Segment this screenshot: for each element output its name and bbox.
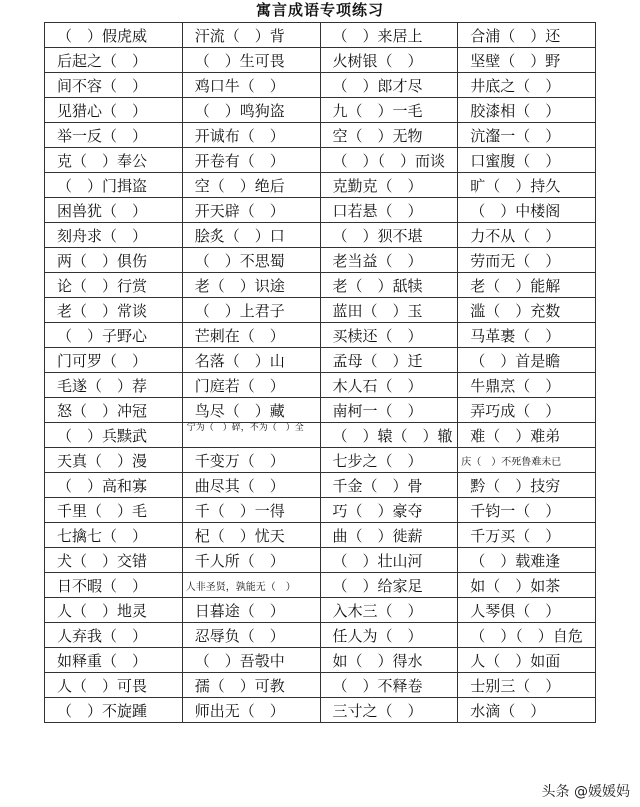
idiom-cell: （ ）中楼阁 (458, 198, 596, 223)
idiom-cell: 马革裹（ ） (458, 323, 596, 348)
idiom-cell: 曲尽其（ ） (182, 473, 320, 498)
table-row (45, 348, 596, 373)
idiom-cell: 老当益（ ） (320, 248, 458, 273)
idiom-cell: （ ）（ ）而谈 (320, 148, 458, 173)
idiom-cell: 口蜜腹（ ） (458, 148, 596, 173)
idiom-cell: （ ）兵黩武 (45, 423, 183, 448)
idiom-cell: （ ）首是瞻 (458, 348, 596, 373)
idiom-cell: 空（ ）无物 (320, 123, 458, 148)
idiom-cell: 师出无（ ） (182, 698, 320, 723)
idiom-cell: 水滴（ ） (458, 698, 596, 723)
idiom-cell: 老（ ）识途 (182, 273, 320, 298)
idiom-table (44, 22, 596, 723)
idiom-cell: 劳而无（ ） (458, 248, 596, 273)
table-row (45, 648, 596, 673)
idiom-cell: 门可罗（ ） (45, 348, 183, 373)
idiom-cell: 人（ ）地灵 (45, 598, 183, 623)
idiom-cell: 入木三（ ） (320, 598, 458, 623)
table-row (45, 698, 596, 723)
table-row (45, 448, 596, 473)
table-row (45, 173, 596, 198)
idiom-cell: 脍炙（ ）口 (182, 223, 320, 248)
idiom-cell: 买椟还（ ） (320, 323, 458, 348)
idiom-cell: 汗流（ ）背 (182, 23, 320, 48)
idiom-cell: 旷（ ）持久 (458, 173, 596, 198)
idiom-cell: 三寸之（ ） (320, 698, 458, 723)
idiom-cell: 千钧一（ ） (458, 498, 596, 523)
idiom-cell: （ ）壮山河 (320, 548, 458, 573)
idiom-cell: 门庭若（ ） (182, 373, 320, 398)
idiom-cell: 人（ ）如面 (458, 648, 596, 673)
idiom-cell: 困兽犹（ ） (45, 198, 183, 223)
idiom-cell: 坚壁（ ）野 (458, 48, 596, 73)
idiom-cell: 千万买（ ） (458, 523, 596, 548)
idiom-cell: 士别三（ ） (458, 673, 596, 698)
idiom-cell: 芒刺在（ ） (182, 323, 320, 348)
idiom-cell: 人琴俱（ ） (458, 598, 596, 623)
idiom-cell: 沆瀣一（ ） (458, 123, 596, 148)
idiom-cell: 人弃我（ ） (45, 623, 183, 648)
table-row (45, 223, 596, 248)
table-row (45, 398, 596, 423)
idiom-cell: （ ）吾彀中 (182, 648, 320, 673)
idiom-cell: （ ）（ ）自危 (458, 623, 596, 648)
idiom-cell: （ ）辕（ ）辙 (320, 423, 458, 448)
idiom-cell: （ ）不旋踵 (45, 698, 183, 723)
idiom-cell: 鸡口牛（ ） (182, 73, 320, 98)
idiom-cell: 鸟尽（ ）藏 (182, 398, 320, 423)
idiom-cell: 七擒七（ ） (45, 523, 183, 548)
idiom-cell: 千人所（ ） (182, 548, 320, 573)
idiom-cell: 难（ ）难弟 (458, 423, 596, 448)
table-row (45, 273, 596, 298)
idiom-cell: 克（ ）奉公 (45, 148, 183, 173)
idiom-cell: 任人为（ ） (320, 623, 458, 648)
table-row (45, 48, 596, 73)
idiom-cell: 宁为（ ）碎，不为（ ）全 (182, 423, 320, 448)
idiom-cell: 九（ ）一毛 (320, 98, 458, 123)
idiom-cell: （ ）郎才尽 (320, 73, 458, 98)
idiom-cell: 滥（ ）充数 (458, 298, 596, 323)
idiom-cell: 蓝田（ ）玉 (320, 298, 458, 323)
table-row (45, 323, 596, 348)
table-row (45, 98, 596, 123)
idiom-cell: （ ）载难逢 (458, 548, 596, 573)
idiom-cell: （ ）门揖盗 (45, 173, 183, 198)
idiom-cell: 庆（ ）不死鲁难未已 (458, 448, 596, 473)
idiom-cell: 杞（ ）忧天 (182, 523, 320, 548)
idiom-cell: 日暮途（ ） (182, 598, 320, 623)
idiom-cell: 后起之（ ） (45, 48, 183, 73)
idiom-cell: 开诚布（ ） (182, 123, 320, 148)
idiom-cell: 举一反（ ） (45, 123, 183, 148)
idiom-cell: 南柯一（ ） (320, 398, 458, 423)
idiom-cell: 如（ ）如茶 (458, 573, 596, 598)
idiom-cell: 间不容（ ） (45, 73, 183, 98)
idiom-cell: 黔（ ）技穷 (458, 473, 596, 498)
table-row (45, 498, 596, 523)
table-row (45, 673, 596, 698)
table-row (45, 623, 596, 648)
idiom-cell: （ ）上君子 (182, 298, 320, 323)
idiom-cell: 如（ ）得水 (320, 648, 458, 673)
idiom-cell: 毛遂（ ）荐 (45, 373, 183, 398)
table-row (45, 298, 596, 323)
table-row (45, 23, 596, 48)
table-row (45, 423, 596, 448)
idiom-cell: 见猎心（ ） (45, 98, 183, 123)
idiom-cell: 人非圣贤，孰能无（ ） (182, 573, 320, 598)
idiom-cell: （ ）生可畏 (182, 48, 320, 73)
idiom-cell: 如释重（ ） (45, 648, 183, 673)
table-row (45, 73, 596, 98)
idiom-cell: 天真（ ）漫 (45, 448, 183, 473)
idiom-cell: 千（ ）一得 (182, 498, 320, 523)
idiom-cell: 胶漆相（ ） (458, 98, 596, 123)
idiom-cell: （ ）来居上 (320, 23, 458, 48)
idiom-cell: 两（ ）俱伤 (45, 248, 183, 273)
table-row (45, 573, 596, 598)
idiom-cell: 刻舟求（ ） (45, 223, 183, 248)
idiom-cell: 老（ ）常谈 (45, 298, 183, 323)
page-title: 寓言成语专项练习 (255, 1, 384, 19)
idiom-cell: 孟母（ ）迁 (320, 348, 458, 373)
idiom-cell: 口若悬（ ） (320, 198, 458, 223)
idiom-cell: 日不暇（ ） (45, 573, 183, 598)
idiom-cell: （ ）不释卷 (320, 673, 458, 698)
idiom-cell: （ ）鸣狗盗 (182, 98, 320, 123)
table-row (45, 148, 596, 173)
idiom-cell: 曲（ ）徙薪 (320, 523, 458, 548)
table-row (45, 598, 596, 623)
idiom-cell: 犬（ ）交错 (45, 548, 183, 573)
idiom-cell: （ ）不思蜀 (182, 248, 320, 273)
idiom-cell: 木人石（ ） (320, 373, 458, 398)
idiom-cell: 克勤克（ ） (320, 173, 458, 198)
idiom-cell: 老（ ）能解 (458, 273, 596, 298)
watermark: 头条 @媛媛妈 (540, 781, 632, 801)
table-row (45, 523, 596, 548)
idiom-cell: 七步之（ ） (320, 448, 458, 473)
table-row (45, 373, 596, 398)
idiom-cell: 名落（ ）山 (182, 348, 320, 373)
idiom-cell: 千变万（ ） (182, 448, 320, 473)
idiom-cell: （ ）给家足 (320, 573, 458, 598)
idiom-cell: 怒（ ）冲冠 (45, 398, 183, 423)
idiom-cell: 忍辱负（ ） (182, 623, 320, 648)
idiom-cell: （ ）子野心 (45, 323, 183, 348)
idiom-cell: 论（ ）行赏 (45, 273, 183, 298)
table-row (45, 548, 596, 573)
idiom-cell: 千里（ ）毛 (45, 498, 183, 523)
idiom-cell: 孺（ ）可教 (182, 673, 320, 698)
idiom-cell: 开天辟（ ） (182, 198, 320, 223)
table-row (45, 198, 596, 223)
table-row (45, 248, 596, 273)
table-row (45, 123, 596, 148)
idiom-cell: 人（ ）可畏 (45, 673, 183, 698)
idiom-cell: 火树银（ ） (320, 48, 458, 73)
idiom-cell: 开卷有（ ） (182, 148, 320, 173)
idiom-cell: 老（ ）舐犊 (320, 273, 458, 298)
idiom-cell: （ ）狈不堪 (320, 223, 458, 248)
table-row (45, 473, 596, 498)
idiom-cell: 井底之（ ） (458, 73, 596, 98)
idiom-cell: 力不从（ ） (458, 223, 596, 248)
idiom-cell: 弄巧成（ ） (458, 398, 596, 423)
idiom-cell: 千金（ ）骨 (320, 473, 458, 498)
idiom-cell: 巧（ ）豪夺 (320, 498, 458, 523)
idiom-cell: 空（ ）绝后 (182, 173, 320, 198)
idiom-cell: 牛鼎烹（ ） (458, 373, 596, 398)
idiom-table-body (45, 23, 596, 723)
idiom-cell: （ ）高和寡 (45, 473, 183, 498)
idiom-cell: 合浦（ ）还 (458, 23, 596, 48)
idiom-cell: （ ）假虎威 (45, 23, 183, 48)
